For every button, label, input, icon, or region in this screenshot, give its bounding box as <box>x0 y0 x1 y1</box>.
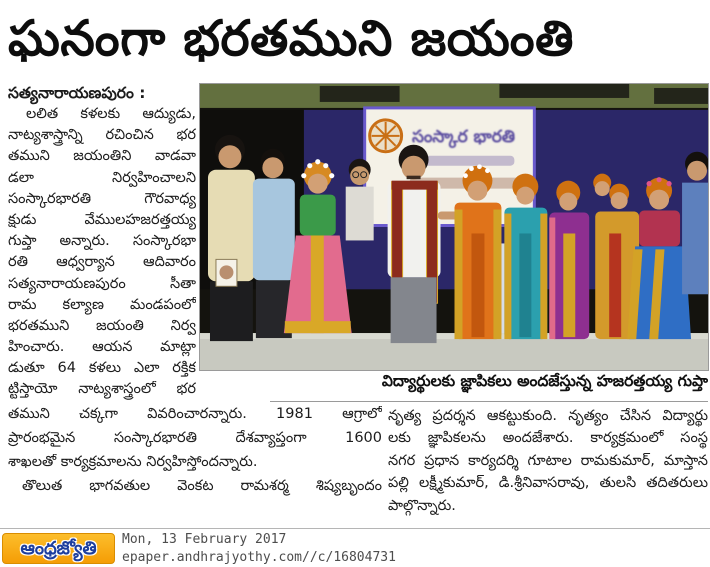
body-line: ప్రారంభమైన సంస్కారభారతి దేశవ్యాప్తంగా 1600 <box>8 430 382 446</box>
body-line: డుతూ 64 కళలు ఎలా రక్తిక <box>8 360 196 377</box>
article-lower-left-block <box>8 406 382 502</box>
body-line: నగర ప్రధాన కార్యదర్శి గూటాల రామకుమార్, మాస్తాన <box>388 452 708 469</box>
body-line: సంస్కారభారతి గౌరవాధ్య <box>8 190 196 207</box>
body-line: రతి ఆధ్వర్యాన ఆదివారం <box>8 254 196 271</box>
body-line: తముని జయంతిని వాడవా <box>8 148 196 165</box>
body-line: నృత్య ప్రదర్శన ఆకట్టుకుంది. నృత్యం చేసిన విద్యార్థు <box>388 408 708 424</box>
body-line: ట్టిస్తాయో నాట్యశాస్త్రంలో భర <box>8 381 196 398</box>
article-dateline: సత్యనారాయణపురం : <box>8 84 146 102</box>
ceiling-beam <box>320 86 400 102</box>
left-column-lines <box>8 106 196 403</box>
body-line: క్షుడు వేములహజరత్తయ్య <box>8 211 196 228</box>
caption-divider <box>270 401 708 402</box>
body-line: పాల్గొన్నారు. <box>388 497 456 514</box>
right-column-lines <box>388 408 708 498</box>
photo-caption: విద్యార్థులకు జ్ఞాపికలు అందజేస్తున్న హజరత్తయ్య గుప్తా <box>381 372 708 390</box>
body-line: డలా నిర్వహించాలని <box>8 169 196 186</box>
photo-illustration <box>200 84 708 370</box>
body-line: గుప్తా అన్నారు. సంస్కారభా <box>8 233 196 250</box>
ceiling-strip <box>200 84 708 108</box>
epaper-url: epaper.andhrajyothy.com//c/16804731 <box>122 549 396 565</box>
ceiling-beam <box>654 88 708 104</box>
andhra-jyothy-logo: ఆంధ్రజ్యోతి <box>2 533 115 564</box>
article-left-column <box>8 84 196 403</box>
body-line: తముని చక్కగా వివరించారన్నారు. 1981 ఆగ్రాలో <box>8 406 382 422</box>
ceiling-beam <box>499 84 629 98</box>
body-line: నాట్యశాస్త్రాన్ని రచించిన భర <box>8 127 196 144</box>
body-line: లలిత కళలకు ఆద్యుడు, <box>26 106 196 122</box>
body-line: శాఖలతో కార్యక్రమాలను నిర్వహిస్తోందన్నారు. <box>8 454 258 470</box>
body-line: భరతముని జయంతి నిర్వ <box>8 317 196 334</box>
photo-banner-text: సంస్కార భారతి <box>411 125 516 146</box>
body-line: సత్యనారాయణపురం సీతా <box>8 275 196 292</box>
body-line: హించారు. ఆయన మాట్లా <box>8 339 196 356</box>
body-line: రామ కల్యాణ మండపంలో <box>8 296 196 313</box>
footer-meta <box>122 531 396 566</box>
body-line: పల్లి లక్ష్మీకుమార్, డి.శ్రీనివాసరావు, తులసి తదితరులు <box>388 475 708 492</box>
body-line: తొలుత భాగవతుల వెంకట రామశర్మ శిష్యబృందం <box>22 478 382 494</box>
figure-man-glasses <box>346 159 374 241</box>
mustache <box>407 176 421 179</box>
epaper-footer <box>0 528 710 567</box>
body-line: లకు జ్ఞాపికలను అందజేశారు. కార్యక్రమంలో సంస్థ <box>388 430 708 447</box>
article-photo <box>199 83 709 371</box>
publication-date: Mon, 13 February 2017 <box>122 532 287 547</box>
banner-blurred-line <box>425 156 515 166</box>
wide-lines <box>8 406 382 454</box>
article-headline: ఘనంగా భరతముని జయంతి <box>8 10 574 67</box>
article-right-column <box>388 408 708 520</box>
